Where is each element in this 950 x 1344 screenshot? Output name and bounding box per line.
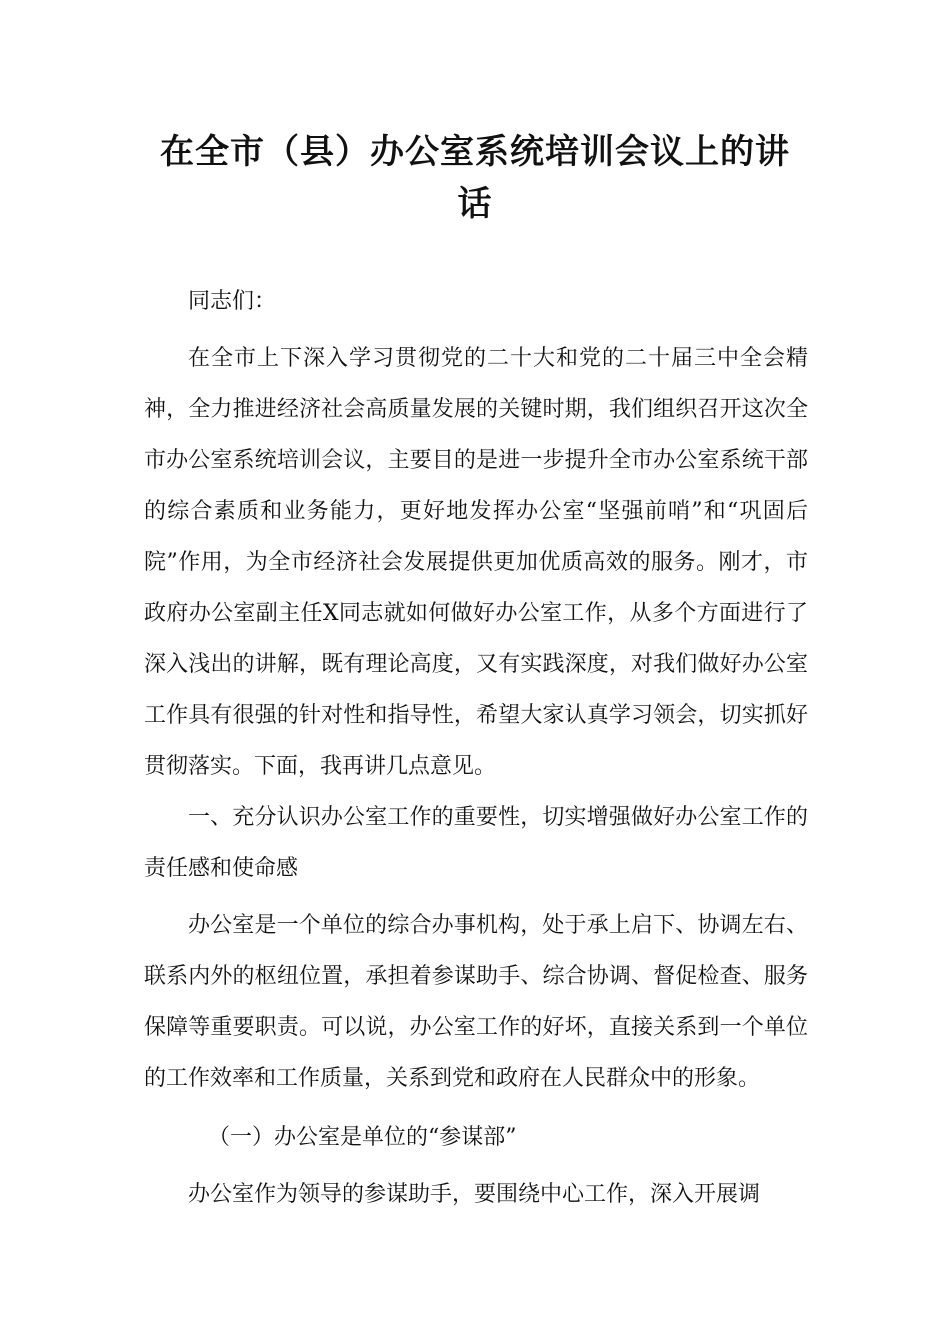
subsection-1-body: 办公室作为领导的参谋助手，要围绕中心工作，深入开展调	[188, 1182, 761, 1207]
document-body	[144, 276, 808, 1220]
document-title	[140, 126, 810, 230]
section-1-body: 办公室是一个单位的综合办事机构，处于承上启下、协调左右、联系内外的枢纽位置，承担着参谋助手、综合协调、督促检查、服务保障等重要职责。可以说，办公室工作的好坏，直接关系到一个单位的工作效率和工作质量，关系到党和政府在人民群众中的形象。	[144, 913, 808, 1091]
greeting: 同志们：	[188, 289, 277, 314]
intro-paragraph: 在全市上下深入学习贯彻党的二十大和党的二十届三中全会精神，全力推进经济社会高质量发展的关键时期，我们组织召开这次全市办公室系统培训会议，主要目的是进一步提升全市办公室系统干部的综合素质和业务能力，更好地发挥办公室“坚强前哨”和“巩固后院”作用，为全市经济社会发展提供更加优质高效的服务。刚才，市政府办公室副主任X同志就如何做好办公室工作，从多个方面进行了深入浅出的讲解，既有理论高度，又有实践深度，对我们做好办公室工作具有很强的针对性和指导性，希望大家认真学习领会，切实抓好贯彻落实。下面，我再讲几点意见。	[144, 346, 808, 779]
title-line-2: 话	[457, 184, 493, 224]
subsection-1-heading: （一）办公室是单位的“参谋部”	[208, 1125, 517, 1150]
section-1-heading: 一、充分认识办公室工作的重要性，切实增强做好办公室工作的责任感和使命感	[144, 805, 808, 881]
title-line-1: 在全市（县）办公室系统培训会议上的讲	[160, 132, 790, 172]
